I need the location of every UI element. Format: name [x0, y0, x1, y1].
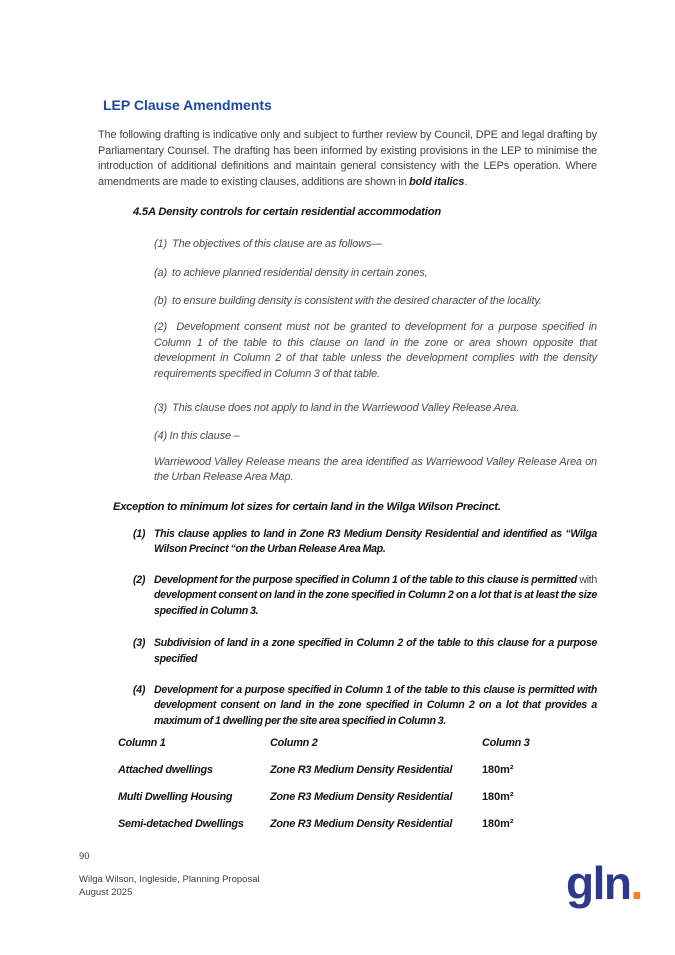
page-title: LEP Clause Amendments	[103, 97, 272, 113]
exception-heading: Exception to minimum lot sizes for certain land in the Wilga Wilson Precinct.	[113, 500, 501, 513]
clause-45a-item-b: (b) to ensure building density is consistent with the desired character of the locality.	[154, 294, 542, 307]
exception-item-3-text: Subdivision of land in a zone specified in Column 2 of the table to this clause for a purpose specified	[154, 637, 597, 666]
clause-45a-definition: Warriewood Valley Release means the area identified as Warriewood Valley Release Area on the Urban Release Area Map.	[154, 455, 597, 484]
table-cell-size: 180m²	[482, 791, 514, 804]
exception-item-4-text: Development for a purpose specified in Column 1 of the table to this clause is permitted with development consent on land in the zone specified in Column 2 on a lot that provides a maximum of 1 dwelling per the site area specified in Column 3.	[154, 683, 597, 727]
gln-logo	[566, 856, 642, 910]
footer-date: August 2025	[79, 886, 133, 898]
exception-item-3	[98, 636, 597, 667]
table-cell-size: 180m²	[482, 818, 514, 831]
table-header-column-1: Column 1	[118, 737, 166, 750]
footer-doc-title: Wilga Wilson, Ingleside, Planning Proposal	[79, 874, 260, 885]
clause-45a-item-1: (1) The objectives of this clause are as follows—	[154, 238, 383, 251]
footer	[79, 874, 260, 899]
exception-item-1-number: (1)	[133, 527, 146, 540]
table-header-column-2: Column 2	[270, 737, 318, 750]
gln-logo-text: gln	[566, 857, 631, 909]
table-cell-landuse: Attached dwellings	[118, 764, 213, 777]
intro-paragraph	[98, 128, 597, 190]
intro-text: The following drafting is indicative only and subject to further review by Council, DPE and legal drafting by Parliamentary Counsel. The drafting has been informed by existing provisions in the LEP to minimise the introduction of additional definitions and maintain general consistency with the LEPs operation. Where amendments are made to existing clauses, additions are shown in	[98, 129, 597, 188]
lot-size-table	[118, 736, 597, 832]
intro-emphasis: bold italics	[409, 175, 465, 188]
table-cell-size: 180m²	[482, 764, 514, 777]
exception-item-1-text: This clause applies to land in Zone R3 Medium Density Residential and identified as “Wilga Wilson Precinct “on the Urban Release Area Map.	[154, 527, 597, 556]
exception-item-1	[98, 527, 597, 558]
page-content	[98, 0, 597, 832]
table-cell-zone: Zone R3 Medium Density Residential	[270, 764, 453, 777]
table-cell-landuse: Multi Dwelling Housing	[118, 791, 233, 804]
intro-suffix: .	[464, 175, 468, 188]
exception-item-2-text-bold-1: Development for the purpose specified in Column 1 of the table to this clause is permitted	[154, 573, 577, 586]
gln-logo-dot: .	[630, 857, 642, 909]
exception-item-2-text-plain: with	[576, 573, 597, 586]
exception-item-3-number: (3)	[133, 637, 146, 650]
table-cell-zone: Zone R3 Medium Density Residential	[270, 818, 453, 831]
exception-item-2	[98, 573, 597, 620]
clause-45a-item-a: (a) to achieve planned residential density in certain zones,	[154, 266, 428, 279]
exception-item-2-number: (2)	[133, 573, 146, 586]
exception-item-2-text-bold-2: development consent on land in the zone specified in Column 2 on a lot that is at least the size specified in Column 3.	[154, 589, 597, 617]
exception-item-4-number: (4)	[133, 683, 146, 696]
page-number: 90	[79, 851, 90, 862]
clause-45a-heading: 4.5A Density controls for certain residential accommodation	[133, 206, 441, 219]
clause-45a-item-2: (2) Development consent must not be granted to development for a purpose specified in Column 1 of the table to this clause on land in the zone or area shown opposite that development in Column 2 of that table unless the development complies with the density requirements specified in Column 3 of that table.	[154, 321, 597, 380]
clause-45a-item-4: (4) In this clause –	[154, 430, 240, 443]
clause-45a-item-3: (3) This clause does not apply to land in the Warriewood Valley Release Area.	[154, 401, 520, 414]
exception-item-4	[98, 683, 597, 730]
table-cell-landuse: Semi-detached Dwellings	[118, 818, 244, 831]
table-header-column-3: Column 3	[482, 737, 530, 750]
table-cell-zone: Zone R3 Medium Density Residential	[270, 791, 453, 804]
